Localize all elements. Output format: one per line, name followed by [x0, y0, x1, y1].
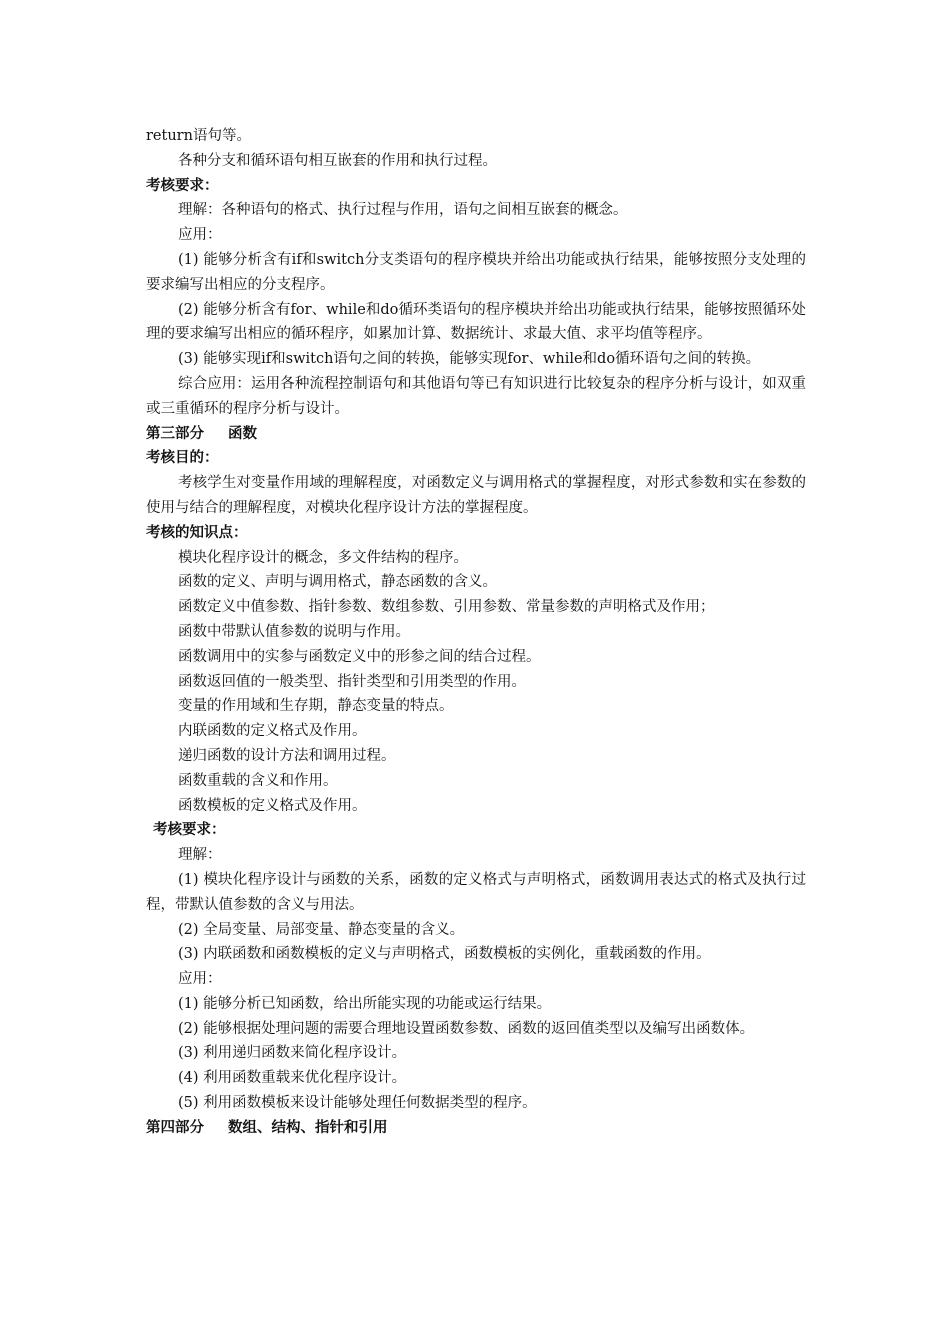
section-heading-part-4 — [146, 1116, 806, 1141]
section-number: 第三部分 — [146, 425, 204, 442]
heading-knowledge-points: 考核的知识点： — [146, 524, 248, 541]
document-body — [146, 124, 806, 1141]
paragraph-understanding-label: 理解： — [178, 847, 222, 864]
heading-purpose: 考核目的： — [146, 450, 219, 467]
list-item: 内联函数的定义格式及作用。 — [178, 723, 367, 740]
heading-requirements: 考核要求： — [146, 177, 219, 194]
paragraph-app-item-1: (1) 能够分析含有if和switch分支类语句的程序模块并给出功能或执行结果，能够按照分支处理的要求编写出相应的分支程序。 — [146, 251, 806, 293]
paragraph-application-item-2: (2) 能够根据处理问题的需要合理地设置函数参数、函数的返回值类型以及编写出函数体。 — [178, 1020, 755, 1037]
list-item: 函数的定义、声明与调用格式，静态函数的含义。 — [178, 574, 497, 591]
paragraph-application-item-4: (4) 利用函数重载来优化程序设计。 — [178, 1070, 407, 1087]
paragraph-understanding-item-1: (1) 模块化程序设计与函数的关系，函数的定义格式与声明格式，函数调用表达式的格式及执行过程，带默认值参数的含义与用法。 — [146, 871, 806, 913]
heading-requirements-2: 考核要求： — [153, 822, 226, 839]
paragraph-return-statement: return语句等。 — [146, 128, 251, 144]
section-title: 数组、结构、指针和引用 — [228, 1119, 388, 1136]
list-item: 函数重载的含义和作用。 — [178, 772, 338, 789]
paragraph-application-item-3: (3) 利用递归函数来简化程序设计。 — [178, 1045, 407, 1062]
list-item: 递归函数的设计方法和调用过程。 — [178, 747, 396, 764]
list-item: 函数模板的定义格式及作用。 — [178, 797, 367, 814]
list-item: 模块化程序设计的概念，多文件结构的程序。 — [178, 549, 468, 566]
section-heading-part-3 — [146, 422, 806, 447]
paragraph-app-item-3: (3) 能够实现if和switch语句之间的转换，能够实现for、while和do循环语句之间的转换。 — [178, 351, 761, 368]
paragraph-nesting: 各种分支和循环语句相互嵌套的作用和执行过程。 — [178, 152, 497, 169]
paragraph-understanding-item-3: (3) 内联函数和函数模板的定义与声明格式，函数模板的实例化，重载函数的作用。 — [178, 946, 711, 963]
list-item: 函数调用中的实参与函数定义中的形参之间的结合过程。 — [178, 648, 541, 665]
paragraph-application-label: 应用： — [178, 227, 222, 244]
paragraph-application-item-5: (5) 利用函数模板来设计能够处理任何数据类型的程序。 — [178, 1095, 537, 1112]
paragraph-comprehensive: 综合应用：运用各种流程控制语句和其他语句等已有知识进行比较复杂的程序分析与设计，如双重或三重循环的程序分析与设计。 — [146, 375, 806, 417]
paragraph-understanding: 理解：各种语句的格式、执行过程与作用，语句之间相互嵌套的概念。 — [178, 202, 628, 219]
list-item: 函数定义中值参数、指针参数、数组参数、引用参数、常量参数的声明格式及作用； — [178, 599, 715, 616]
list-item: 变量的作用域和生存期，静态变量的特点。 — [178, 698, 454, 715]
paragraph-application-item-1: (1) 能够分析已知函数，给出所能实现的功能或运行结果。 — [178, 995, 552, 1012]
section-number: 第四部分 — [146, 1119, 204, 1136]
paragraph-understanding-item-2: (2) 全局变量、局部变量、静态变量的含义。 — [178, 921, 465, 938]
list-item: 函数中带默认值参数的说明与作用。 — [178, 623, 410, 640]
paragraph-application-label-2: 应用： — [178, 971, 222, 988]
list-item: 函数返回值的一般类型、指针类型和引用类型的作用。 — [178, 673, 526, 690]
paragraph-purpose: 考核学生对变量作用域的理解程度，对函数定义与调用格式的掌握程度，对形式参数和实在参数的使用与结合的理解程度，对模块化程序设计方法的掌握程度。 — [146, 475, 806, 516]
paragraph-app-item-2: (2) 能够分析含有for、while和do循环类语句的程序模块并给出功能或执行结果，能够按照循环处理的要求编写出相应的循环程序，如累加计算、数据统计、求最大值、求平均值等程序。 — [146, 301, 806, 343]
section-title: 函数 — [228, 425, 257, 442]
